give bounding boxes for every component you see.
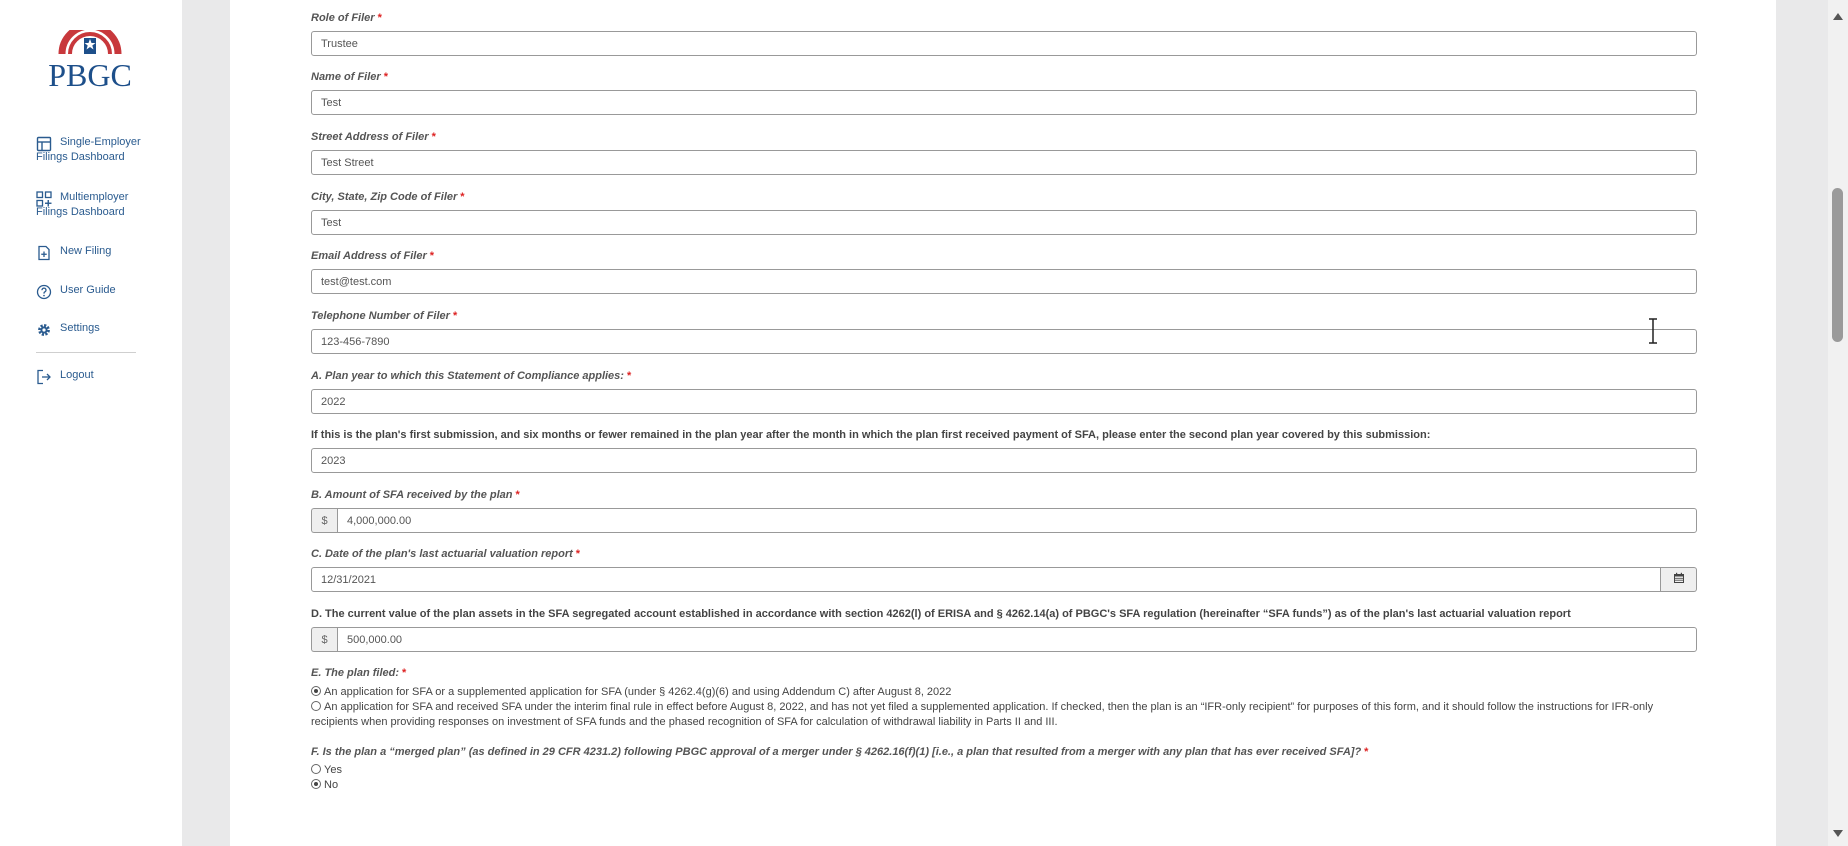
sidebar-item-label: Multiemployer Filings Dashboard [36,191,129,218]
sidebar-item-multiemployer-dashboard[interactable] [36,190,156,220]
email-label: Email Address of Filer * [311,250,435,262]
plan-filed-option-1[interactable] [311,685,1697,700]
sfa-amount-group [311,508,1697,533]
text-cursor-icon [1647,318,1659,344]
scrollbar-thumb[interactable] [1832,188,1843,342]
calendar-icon [1673,571,1685,589]
sidebar-item-logout[interactable] [36,368,156,385]
dollar-prefix: $ [311,627,337,652]
sfa-amount-field [311,489,1697,527]
city-state-zip-label: City, State, Zip Code of Filer * [311,191,465,203]
sidebar-item-label: User Guide [60,284,116,296]
plan-filed-option-1-label: An application for SFA or a supplemented application for SFA (under § 4262.4(g)(6) and using Addendum C) after August 8, 2022 [324,686,952,698]
second-plan-year-input[interactable]: 2023 [311,448,1697,473]
sidebar-item-new-filing[interactable] [36,244,156,261]
sidebar-item-label: Single-Employer Filings Dashboard [36,136,141,163]
valuation-date-label: C. Date of the plan's last actuarial valuation report * [311,548,581,560]
merged-plan-label: F. Is the plan a “merged plan” (as defined in 29 CFR 4231.2) following PBGC approval of a merger under § 4262.16(f)(1) [i.e., a plan that resulted from a merger with any plan that has ever received SFA]? * [311,746,1369,758]
merged-plan-option-yes[interactable] [311,763,1697,778]
merged-plan-field [311,746,1697,791]
sidebar-item-user-guide[interactable] [36,283,156,300]
logo-text: PBGC [48,57,132,90]
email-input[interactable]: test@test.com [311,269,1697,294]
sfa-assets-value-group [311,627,1697,652]
valuation-date-group [311,567,1697,592]
plan-year-field [311,370,1697,408]
main-content [230,0,1776,846]
plan-filed-field [311,667,1697,728]
sfa-amount-input[interactable]: 4,000,000.00 [337,508,1697,533]
merged-plan-option-no[interactable] [311,778,1697,793]
sidebar-item-label: New Filing [60,245,112,257]
pbgc-logo[interactable] [40,30,140,90]
second-plan-year-field [311,429,1697,467]
help-circle-icon [36,284,52,300]
sidebar [0,0,182,846]
merged-plan-yes-label: Yes [324,764,342,776]
telephone-field [311,310,1697,348]
gear-icon [36,322,52,338]
valuation-date-field [311,548,1697,586]
name-of-filer-label: Name of Filer * [311,71,388,83]
telephone-label: Telephone Number of Filer * [311,310,458,322]
role-of-filer-label: Role of Filer * [311,12,382,24]
sfa-assets-value-label: D. The current value of the plan assets in the SFA segregated account established in accordance with section 4262(l) of ERISA and § 4262.14(a) of PBGC's SFA regulation (hereinafter “SFA funds”) as of the plan's last actuarial valuation report [311,608,1571,620]
sfa-amount-label: B. Amount of SFA received by the plan * [311,489,520,501]
email-field [311,250,1697,288]
name-of-filer-field [311,71,1697,109]
dollar-prefix: $ [311,508,337,533]
vertical-scrollbar[interactable] [1828,0,1848,846]
scroll-down-icon[interactable] [1832,826,1844,838]
sidebar-item-label: Logout [60,369,94,381]
radio-button[interactable] [311,701,321,711]
city-state-zip-field [311,191,1697,229]
sidebar-divider [36,352,136,353]
plan-filed-label: E. The plan filed: * [311,667,407,679]
file-plus-icon [36,245,52,261]
name-of-filer-input[interactable]: Test [311,90,1697,115]
sidebar-item-label: Settings [60,322,100,334]
plan-filed-option-2[interactable] [311,700,1697,730]
radio-button-checked[interactable] [311,779,321,789]
sidebar-item-settings[interactable] [36,321,156,338]
role-of-filer-field [311,12,1697,50]
radio-button-checked[interactable] [311,686,321,696]
street-address-label: Street Address of Filer * [311,131,436,143]
calendar-button[interactable] [1661,567,1697,592]
telephone-input[interactable]: 123-456-7890 [311,329,1697,354]
city-state-zip-input[interactable]: Test [311,210,1697,235]
role-of-filer-input[interactable]: Trustee [311,31,1697,56]
valuation-date-input[interactable]: 12/31/2021 [311,567,1661,592]
merged-plan-no-label: No [324,779,339,791]
logout-icon [36,369,52,385]
sfa-assets-value-input[interactable]: 500,000.00 [337,627,1697,652]
sidebar-item-single-employer-dashboard[interactable] [36,135,156,165]
street-address-field [311,131,1697,169]
street-address-input[interactable]: Test Street [311,150,1697,175]
plan-filed-option-2-label: An application for SFA and received SFA under the interim final rule in effect before August 8, 2022, and has not yet filed a supplemented application. If checked, then the plan is an “IFR-only recipient” for purposes of this form, and it should follow the instructions for IFR-only recipients when providing responses on investment of SFA funds and the phased recognition of SFA for calculation of withdrawal liability in Parts II and III. [311,701,1654,728]
plan-year-input[interactable]: 2022 [311,389,1697,414]
plan-year-label: A. Plan year to which this Statement of Compliance applies: * [311,370,632,382]
radio-button[interactable] [311,764,321,774]
sfa-assets-value-field [311,608,1697,646]
second-plan-year-label: If this is the plan's first submission, and six months or fewer remained in the plan year after the month in which the plan first received payment of SFA, please enter the second plan year covered by this submission: [311,429,1431,441]
scroll-up-icon[interactable] [1832,10,1844,22]
